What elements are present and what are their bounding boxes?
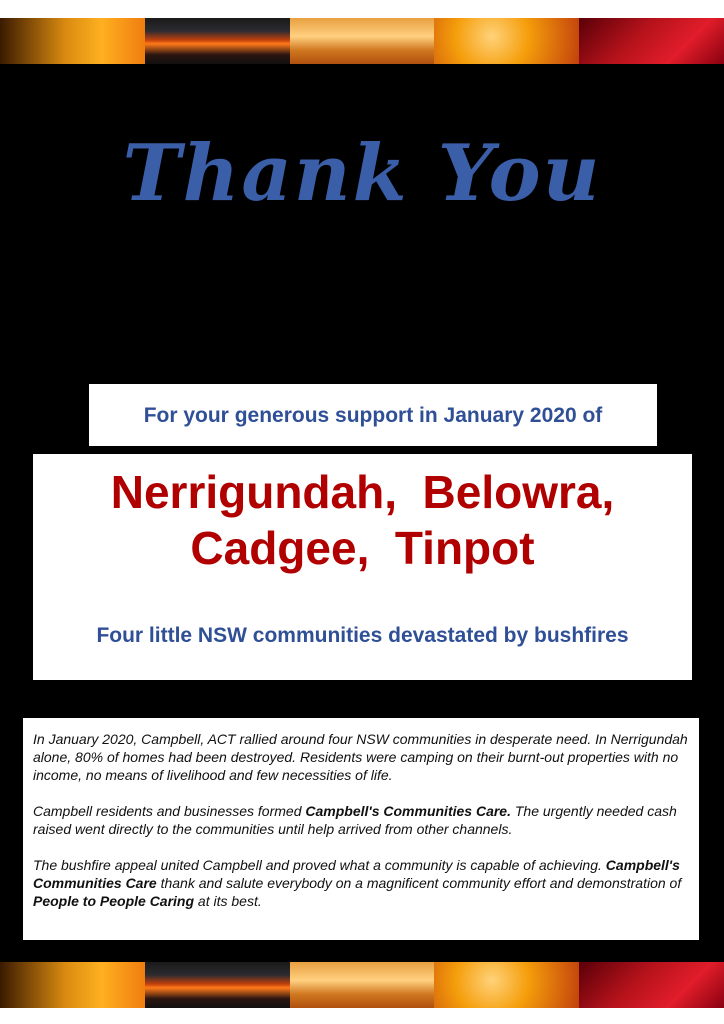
sunset-image-9 xyxy=(434,962,579,1008)
sunset-image-10 xyxy=(579,962,724,1008)
support-box xyxy=(89,384,657,446)
paragraph-1: In January 2020, Campbell, ACT rallied around four NSW communities in desperate need. In Nerrigundah alone, 80% of homes had been destroyed. Residents were camping on their burnt-out properties with no income, no means of livelihood and few necessities of life. xyxy=(33,731,688,783)
body-text xyxy=(23,718,699,910)
paragraph-3 xyxy=(33,856,689,910)
sunset-image-8 xyxy=(290,962,435,1008)
communities-box xyxy=(33,454,692,680)
sunset-image-1 xyxy=(0,18,145,64)
paragraph-3-text-b: thank and salute everybody on a magnificent community effort and demonstration of xyxy=(156,875,682,891)
support-line: For your generous support in January 2020 of xyxy=(143,404,603,427)
sunset-image-2 xyxy=(145,18,290,64)
thank-you-title: Thank You xyxy=(122,128,602,219)
body-text-box xyxy=(23,718,699,940)
paragraph-3-bold-b: People to People Caring xyxy=(33,893,195,909)
community-names xyxy=(33,464,692,576)
sunset-image-4 xyxy=(434,18,579,64)
top-image-strip xyxy=(0,18,724,64)
paragraph-2-text-a: Campbell residents and businesses formed xyxy=(33,803,306,819)
paragraph-2 xyxy=(33,802,689,838)
sunset-image-3 xyxy=(290,18,435,64)
sunset-image-7 xyxy=(145,962,290,1008)
sunset-image-6 xyxy=(0,962,145,1008)
paragraph-2-text-b: The urgently needed cash raised went directly to the communities until help arrived from other channels. xyxy=(33,803,677,837)
communities-subtitle: Four little NSW communities devastated by bushfires xyxy=(96,624,629,647)
paragraph-3-bold-a: Campbell's Communities Care xyxy=(33,857,680,891)
bottom-image-strip xyxy=(0,962,724,1008)
community-names-line-2: Cadgee, Tinpot xyxy=(190,522,535,574)
community-names-line-1: Nerrigundah, Belowra, xyxy=(110,466,615,518)
sunset-image-5 xyxy=(579,18,724,64)
paragraph-2-bold: Campbell's Communities Care. xyxy=(305,803,511,819)
paragraph-3-text-a: The bushfire appeal united Campbell and proved what a community is capable of achieving. xyxy=(33,857,606,873)
paragraph-3-text-c: at its best. xyxy=(194,893,262,909)
